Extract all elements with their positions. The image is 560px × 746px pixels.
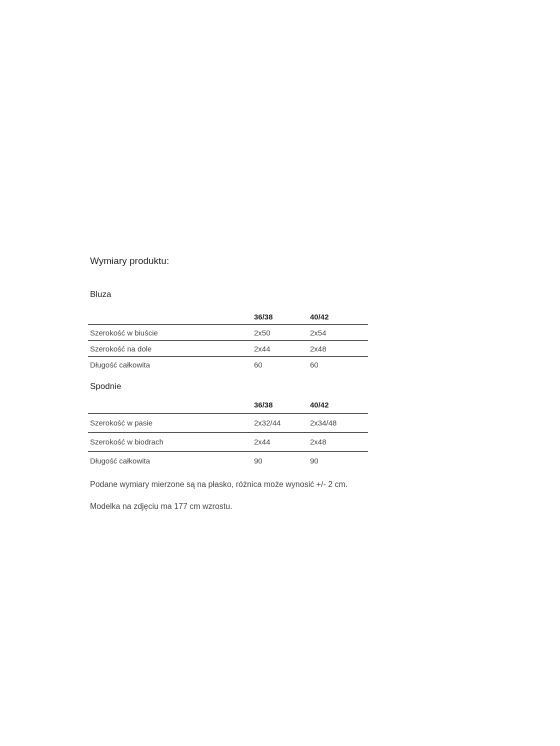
table-header-cell: 36/38 [254,400,273,409]
table-cell: Szerokość w biodrach [90,437,164,447]
table-cell: 2x48 [310,437,327,447]
table-cell: 60 [254,360,263,369]
model-height-note: Modelka na zdjęciu ma 177 cm wzrostu. [90,502,233,511]
spodnie-section-title: Spodnie [90,381,122,391]
table-cell: 2x34/48 [310,418,337,428]
table-header-row [88,396,368,414]
table-cell: Długość całkowita [90,360,151,369]
table-cell: Szerokość na dole [90,344,152,353]
measurement-note: Podane wymiary mierzone są na płasko, różnica może wynosić +/- 2 cm. [90,480,348,489]
table-header-cell: 40/42 [310,312,329,321]
table-cell: Szerokość w biuście [90,328,158,337]
table-cell: 60 [310,360,319,369]
table-cell: 2x48 [310,344,327,353]
table-cell: Szerokość w pasie [90,418,153,428]
table-cell: 2x32/44 [254,418,281,428]
table-cell: 90 [254,456,263,466]
spodnie-size-table [88,396,368,470]
table-cell: Długość całkowita [90,456,151,466]
table-row [88,452,368,470]
dimensions-heading: Wymiary produktu: [90,256,170,267]
table-cell: 2x44 [254,437,271,447]
table-row [88,341,368,357]
table-cell: 2x54 [310,328,327,337]
bluza-section-title: Bluza [90,289,112,299]
table-row [88,433,368,452]
table-row [88,325,368,341]
table-cell: 2x50 [254,328,271,337]
table-header-cell: 36/38 [254,312,273,321]
table-row [88,357,368,372]
table-header-row [88,309,368,325]
table-header-cell: 40/42 [310,400,329,409]
bluza-size-table [88,309,368,372]
table-cell: 2x44 [254,344,271,353]
table-row [88,414,368,433]
table-cell: 90 [310,456,319,466]
